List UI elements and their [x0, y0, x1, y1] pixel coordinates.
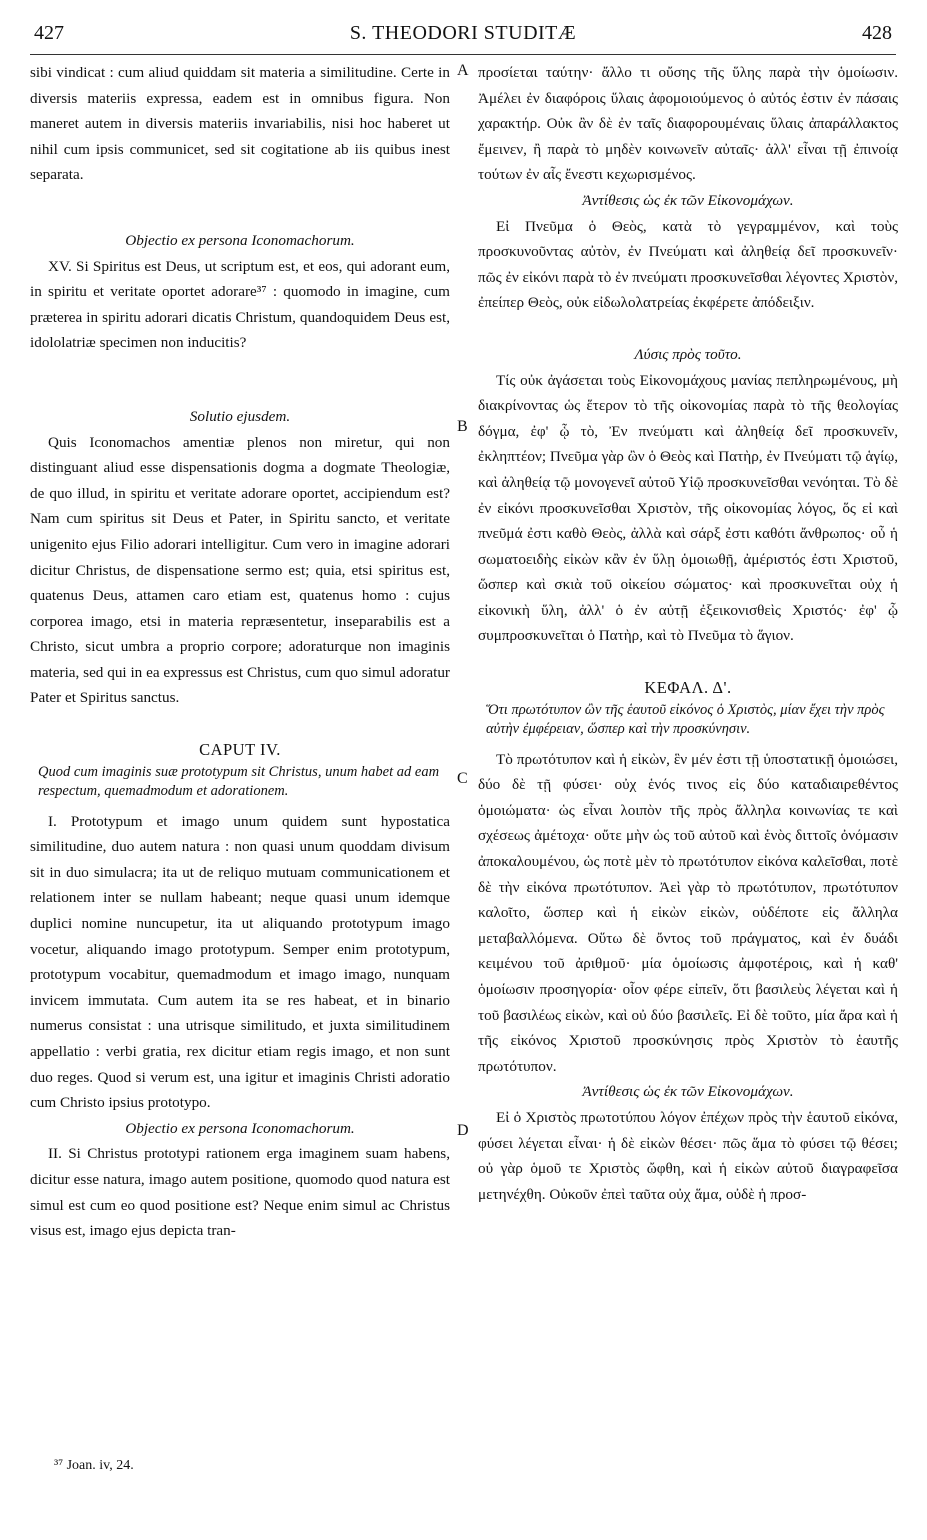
- page-number-left: 427: [34, 22, 64, 44]
- latin-caput-heading: CAPUT IV.: [199, 740, 281, 760]
- margin-marker-d: D: [457, 1122, 469, 1139]
- greek-paragraph-1: Τὸ πρωτότυπον καὶ ἡ εἰκὼν, ἓν μέν ἐστι τῇ ὑποστατικῇ ὁμοιώσει, δύο δὲ τῇ φύσει· οὐχ ἑνός τινος εἰς δύο καταδιαιρεθέντος ὁμοιώματα· ὡς εἶναι λοιπὸν τῆς πρὸς ἄλληλα κοινωνίας τε καὶ σχέσεως ἀμέτοχα· οὔτε μὴν ὡς τοῦ αὐτοῦ καὶ ἑνὸς διττοῖς ὀνόμασιν ἀποκαλουμένου, ὡς ποτὲ μὲν τὸ πρωτότυπον εἰκόνα καλεῖσθαι, ποτὲ δὲ τὴν εἰκόνα πρωτότυπον. Ἀεὶ γὰρ τὸ πρωτότυπον, πρωτότυπον καλοῖτο, ὥσπερ καὶ ἡ εἰκὼν εἰκὼν, οὐδέποτε εἰς ἄλληλα μεταβαλλόμενα. Οὕτω δὲ ὄντος τοῦ πράγματος, καὶ ἐν δυάδι κειμένου τοῦ ἀριθμοῦ· μία ὁμοίωσις ἀμφοτέροις, καὶ ἡ καθ' ὁμοίωσιν προσηγορία· οἷον φέρε εἰπεῖν, ὅτι βασιλεὺς λέγεται καὶ ἡ τοῦ βασιλέως εἰκὼν, καὶ οὐ δύο βασιλεῖς. Εἰ δὲ τοῦτο, μία ἄρα καὶ ἡ τῆς εἰκόνος Χριστοῦ προσκύνησις πρὸς Χριστὸν τὸ ἑαυτῆς πρωτότυπον.: [478, 750, 898, 1075]
- greek-lysis-heading: Λύσις πρὸς τοῦτο.: [634, 345, 742, 363]
- latin-opening-paragraph: sibi vindicat : cum aliud quiddam sit materia a similitudine. Certe in diversis materiis expressa, eadem est in omnibus figura. Non maneret autem in diversis materiis invariabilis, nisi hoc haberet ut nihil cum ipsis communicet, sed sit cogitatione ab iis quibus inest separata.: [30, 64, 450, 184]
- greek-kefal-summary: Ὅτι πρωτότυπον ὢν τῆς ἑαυτοῦ εἰκόνος ὁ Χριστὸς, μίαν ἔχει τὴν πρὸς αὐτὴν ἐμφέρειαν, ὥσπερ καὶ τὴν προσκύνησιν.: [486, 701, 885, 737]
- greek-antithesis-heading-2: Ἀντίθεσις ὡς ἐκ τῶν Εἰκονομάχων.: [582, 1083, 794, 1101]
- running-title: S. THEODORI STUDITÆ: [349, 22, 577, 44]
- greek-opening-paragraph: προσίεται ταύτην· ἄλλο τι οὔσης τῆς ὕλης παρὰ τὴν ὁμοίωσιν. Ἀμέλει ἐν διαφόροις ὕλαις ἀφομοιούμενος ὁ αὐτός ἐστιν ἐν πάσαις χαρακτήρ. Οὐκ ἂν δὲ ἐν ταῖς διαφορουμέναις ὕλαις ἀπαράλλακτος ἔμεινεν, ἢ παρὰ τὸ μηδὲν κοινωνεῖν αὐταῖς· ἀλλ' εἶναι τῇ ἐπινοίᾳ τούτων ἐν αἷς ἔνεστι κεχωρισμένος.: [478, 64, 898, 184]
- footnote: ³⁷ Joan. iv, 24.: [54, 1458, 134, 1473]
- latin-solutio-paragraph: Quis Iconomachos amentiæ plenos non miretur, qui non distinguant aliud esse dispensationis dogma a dogmate Theologiæ, de quo illud, in spiritu et veritate adorare oportet, accipiendum est? Nam cum spiritus sit Deus et Pater, in Spiritu sancto, et veritate unigenito ejus Filio adorari intelligitur. Cum vero in imagine adorari dicitur Christus, de dispensatione sermo est; quia, etsi spiritus est, quatenus Deus, attamen caro etiam est, quatenus homo : cujus corporea imago, etsi in materia repræsentetur, inseparabilis est a Christo, sicut umbra a proprio corpore; adoraturque non imaginis materia, sed qui in ea expressus est Christus, cum quo simul adoratur Pater et Spiritus sanctus.: [30, 433, 450, 707]
- latin-objectio-heading-2: Objectio ex persona Iconomachorum.: [125, 1119, 355, 1137]
- greek-antithesis-heading-1: Ἀντίθεσις ὡς ἐκ τῶν Εἰκονομάχων.: [582, 191, 794, 209]
- latin-caput-summary: Quod cum imaginis suæ prototypum sit Christus, unum habet ad eam respectum, quemadmodum et adorationem.: [38, 763, 440, 799]
- latin-objectio-heading-1: Objectio ex persona Iconomachorum.: [125, 231, 355, 249]
- latin-solutio-heading: Solutio ejusdem.: [189, 407, 291, 425]
- header-rule: [30, 54, 896, 55]
- latin-paragraph-2: II. Si Christus prototypi rationem erga imaginem suam habens, dicitur esse natura, imago autem positione, quomodo quod natura est simul est cum eo quod positione est? Neque enim simul ac Christus visus est, imago ejus depicta tran-: [30, 1145, 450, 1240]
- greek-paragraph-2: Εἰ ὁ Χριστὸς πρωτοτύπου λόγον ἐπέχων πρὸς τὴν ἑαυτοῦ εἰκόνα, φύσει λέγεται εἶναι· ἡ δὲ εἰκὼν θέσει· πῶς ἅμα τὸ φύσει τῷ θέσει; οὐ γὰρ ὁμοῦ τε Χριστὸς ὤφθη, καὶ ἡ εἰκὼν αὐτοῦ διαγραφεῖσα μετηνέχθη. Οὐκοῦν ἐπεὶ ταῦτα οὐχ ἅμα, οὐδὲ ἡ προσ-: [478, 1108, 898, 1203]
- greek-lysis-paragraph: Τίς οὐκ ἀγάσεται τοὺς Εἰκονομάχους μανίας πεπληρωμένους, μὴ διακρίνοντας ὡς ἕτερον τὸ τῆς οἰκονομίας παρὰ τὸ τῆς θεολογίας δόγμα, ἐφ' ᾧ τὸ, Ἐν πνεύματι καὶ ἀληθείᾳ δεῖ προσκυνεῖν, ἐκληπτέον; Πνεῦμα γὰρ ὢν ὁ Θεὸς καὶ Πατὴρ, ἐν Πνεύματι τῷ ἁγίῳ, καὶ ἀληθείᾳ τῷ μονογενεῖ αὐτοῦ Υἱῷ προσκυνεῖσθαι νενόηται. Τὸ δὲ ἐν εἰκόνι προσκυνεῖσθαι Χριστὸν, τῆς οἰκονομίας λόγος, ὅς εἰ καὶ πνεῦμά ἐστι καθὸ Θεὸς, ἀλλὰ καὶ σάρξ ἐστι καθότι ἄνθρωπος· οὗ ἡ σωματοειδὴς εἰκὼν κἂν ἐν ὕλῃ ὁμοιωθῇ, ἀμέριστός ἐστι Χριστοῦ, ὥσπερ καὶ σκιὰ τοῦ οἰκείου σώματος· καὶ προσκυνεῖται οὐχ ἡ εἰκονικὴ ὕλη, ἀλλ' ὁ ἐν αὐτῇ ἐξεικονισθεὶς Χριστός· ἐφ' ᾧ συμπροσκυνεῖται ὁ Πατὴρ, καὶ τὸ Πνεῦμα τὸ ἅγιον.: [478, 371, 898, 645]
- latin-column: [30, 60, 450, 1244]
- margin-marker-c: C: [457, 770, 468, 787]
- page-number-right: 428: [862, 22, 892, 44]
- latin-paragraph-1: I. Prototypum et imago unum quidem sunt hypostatica similitudine, duo autem natura : non quasi unum quoddam divisum sit in duo simulacra; ita ut de reliquo mutuam communicationem et relationem inter se nullam habeant; neque quasi unum idemque duplici nomine nuncupetur, ita ut aliquando prototypum imago vocetur, aliquando imago prototypum. Semper enim prototypum, prototypum vocabitur, quemadmodum et imago imago, nunquam invicem immutata. Cum autem ita se res habeat, et in binario numerus consistat : una utrisque similitudo, et juxta similitudinem appellatio : verbi gratia, rex dicitur etiam regis imago, et non sunt duo reges. Quod si verum est, una igitur et imaginis Christi adoratio cum Christo ipsius prototypo.: [30, 812, 450, 1112]
- running-header: [34, 22, 892, 50]
- greek-antithesis-paragraph-1: Εἰ Πνεῦμα ὁ Θεὸς, κατὰ τὸ γεγραμμένον, καὶ τοὺς προσκυνοῦντας αὐτὸν, ἐν Πνεύματι καὶ ἀληθείᾳ δεῖ προσκυνεῖν· πῶς ἐν εἰκόνι παρὰ τὸ ἐν πνεύματι προσκυνεῖσθαι λέγοντες Χριστὸν, ἐπείπερ Θεὸς, οὐκ εἰδωλολατρείας ἐκφέρετε ἀπόδειξιν.: [478, 217, 898, 312]
- greek-column: [478, 60, 898, 1207]
- latin-objectio-paragraph-1: XV. Si Spiritus est Deus, ut scriptum est, et eos, qui adorant eum, in spiritu et veritate oportet adorare³⁷ : quomodo in imagine, cum præterea in spiritu adorari dicatis Christum, quandoquidem Deus est, idololatriæ specimen non inducitis?: [30, 257, 450, 352]
- greek-kefal-heading: ΚΕΦΑΛ. Δ'.: [644, 678, 732, 698]
- margin-marker-a: A: [457, 62, 469, 79]
- margin-marker-b: B: [457, 418, 468, 435]
